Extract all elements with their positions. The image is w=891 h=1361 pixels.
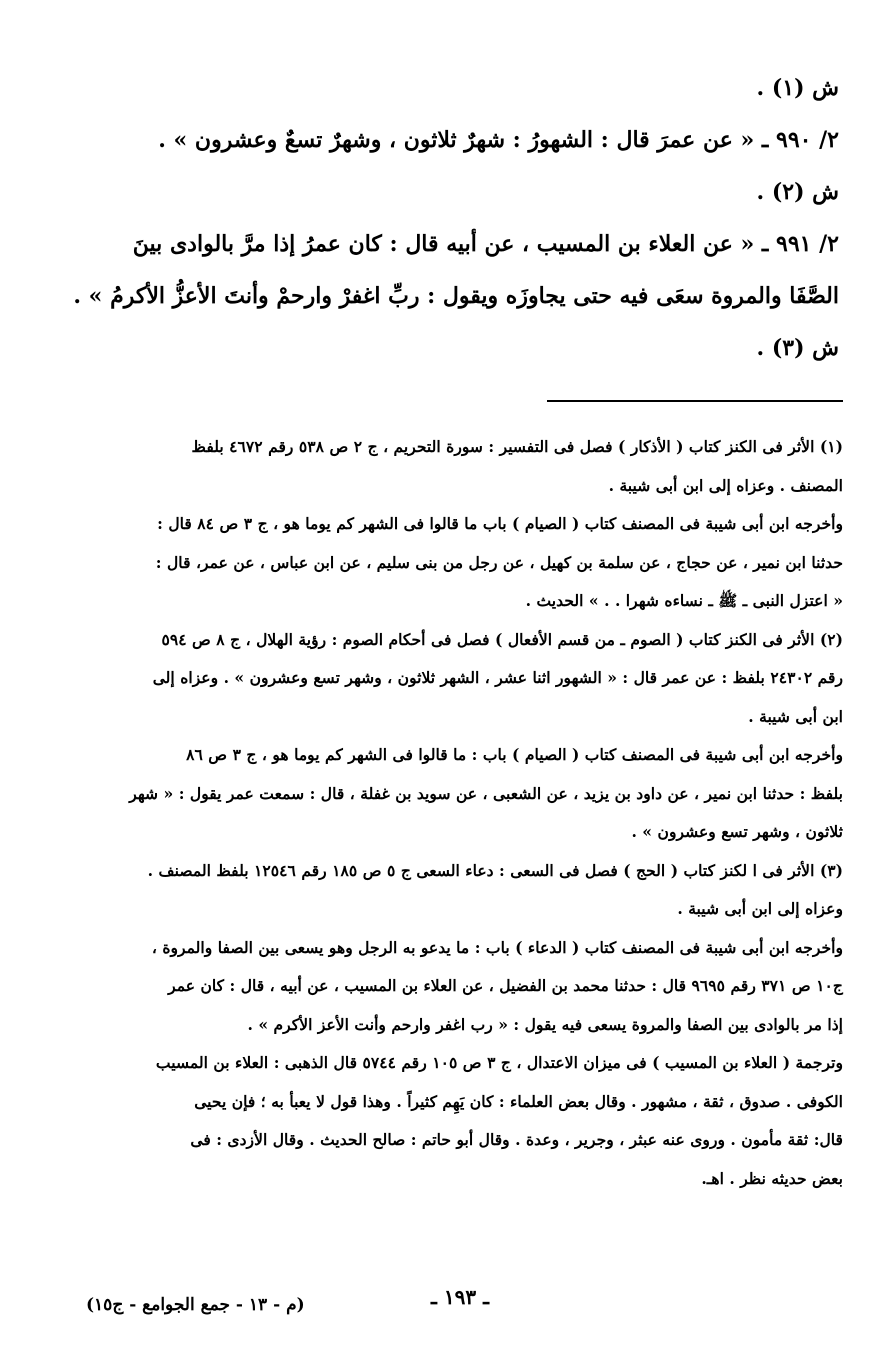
footnote-3-line-2: وعزاه إلى ابن أبى شيبة . — [677, 899, 843, 918]
footnote-3-line-8: قال: ثقة مأمون . وروى عنه عبثر ، وجرير ، وعدة . وقال أبو حاتم : صالح الحديث . وقال الأزدى : فى — [190, 1130, 843, 1149]
footnotes — [74, 428, 843, 1198]
main-line-4: ٢/ ٩٩١ ـ « عن العلاء بن المسيب ، عن أبيه قال : كان عمرُ إذا مرَّ بالوادى بينَ — [132, 231, 839, 257]
footnote-3-line-7: الكوفى . صدوق ، ثقة ، مشهور . وقال بعض العلماء : كان يَهِم كثيراً . وهذا قول لا يعبأ به ؛ فإن يحيى — [194, 1091, 843, 1111]
main-line-2: ٢/ ٩٩٠ ـ « عن عمرَ قال : الشهورُ : شهرٌ ثلاثون ، وشهرٌ تسعٌ وعشرون » . — [158, 127, 839, 153]
footnote-3-line-4: ج١٠ ص ٣٧١ رقم ٩٦٩٥ قال : حدثنا محمد بن الفضيل ، عن العلاء بن المسيب ، عن أبيه ، قال : كان عمر — [168, 976, 843, 995]
footnote-3-line-5: إذا مر بالوادى بين الصفا والمروة يسعى فيه يقول : « رب اغفر وارحم وأنت الأعز الأكرم » . — [247, 1014, 843, 1034]
footnote-2-line-6: ثلاثون ، وشهر تسع وعشرون » . — [631, 822, 843, 841]
page-number: ـ ١٩٣ ـ — [431, 1285, 489, 1309]
main-line-6: ش (٣) . — [756, 335, 839, 361]
footnote-1-line-3: وأخرجه ابن أبى شيبة فى المصنف كتاب ( الصيام ) باب ما قالوا فى الشهر كم يوما هو ، ج ٣ ص ٨٤ قال : — [157, 514, 843, 533]
printer-signature: (م - ١٣ - جمع الجوامع - ج١٥) — [86, 1295, 305, 1315]
footnote-1-line-2: المصنف . وعزاه إلى ابن أبى شيبة . — [608, 475, 843, 495]
footnote-1-line-1: (١) الأثر فى الكنز كتاب ( الأذكار ) فصل فى التفسير : سورة التحريم ، ج ٢ ص ٥٣٨ رقم ٤٦٧٢ بلفظ — [191, 437, 843, 456]
footnote-3-line-1: (٣) الأثر فى ا لكنز كتاب ( الحج ) فصل فى السعى : دعاء السعى ج ٥ ص ١٨٥ رقم ١٢٥٤٦ بلفظ المصنف . — [147, 860, 843, 880]
main-line-5: الصَّفَا والمروة سعَى فيه حتى يجاوزَه ويقول : ربِّ اغفرْ وارحمْ وأنتَ الأعزُّ الأكرمُ » . — [73, 283, 839, 309]
footnote-2-line-3: ابن أبى شيبة . — [748, 706, 843, 726]
footnote-separator — [547, 400, 843, 402]
footnote-2-line-2: رقم ٢٤٣٠٢ بلفظ : عن عمر قال : « الشهور اثنا عشر ، الشهر ثلاثون ، وشهر تسع وعشرون » . وعزاه إلى — [152, 668, 843, 687]
footnote-3-line-9: بعض حديثه نظر . اهـ. — [701, 1168, 843, 1188]
main-text — [55, 62, 839, 374]
footnote-1-line-4: حدثنا ابن نمير ، عن حجاج ، عن سلمة بن كهيل ، عن رجل من بنى سليم ، عن ابن عباس ، عن عمر، قال : — [155, 552, 843, 572]
footnote-3-line-3: وأخرجه ابن أبى شيبة فى المصنف كتاب ( الدعاء ) باب : ما يدعو به الرجل وهو يسعى بين الصفا والمروة ، — [151, 937, 843, 957]
footnote-2-line-4: وأخرجه ابن أبى شيبة فى المصنف كتاب ( الصيام ) باب : ما قالوا فى الشهر كم يوما هو ، ج ٣ ص ٨٦ — [186, 745, 843, 764]
footnote-1-line-5: « اعتزل النبى ـ ﷺ ـ نساءه شهرا . . » الحديث . — [525, 591, 843, 610]
footnote-3-line-6: وترجمة ( العلاء بن المسيب ) فى ميزان الاعتدال ، ج ٣ ص ١٠٥ رقم ٥٧٤٤ قال الذهبى : العلاء بن المسيب — [155, 1053, 843, 1072]
main-line-3: ش (٢) . — [756, 179, 839, 205]
footnote-2-line-1: (٢) الأثر فى الكنز كتاب ( الصوم ـ من قسم الأفعال ) فصل فى أحكام الصوم : رؤية الهلال ، ج ٨ ص ٥٩٤ — [161, 629, 843, 649]
main-line-1: ش (١) . — [756, 75, 839, 101]
footnote-2-line-5: بلفظ : حدثنا ابن نمير ، عن داود بن يزيد ، عن الشعبى ، عن سويد بن غفلة ، قال : سمعت عمر يقول : « شهر — [129, 783, 843, 803]
